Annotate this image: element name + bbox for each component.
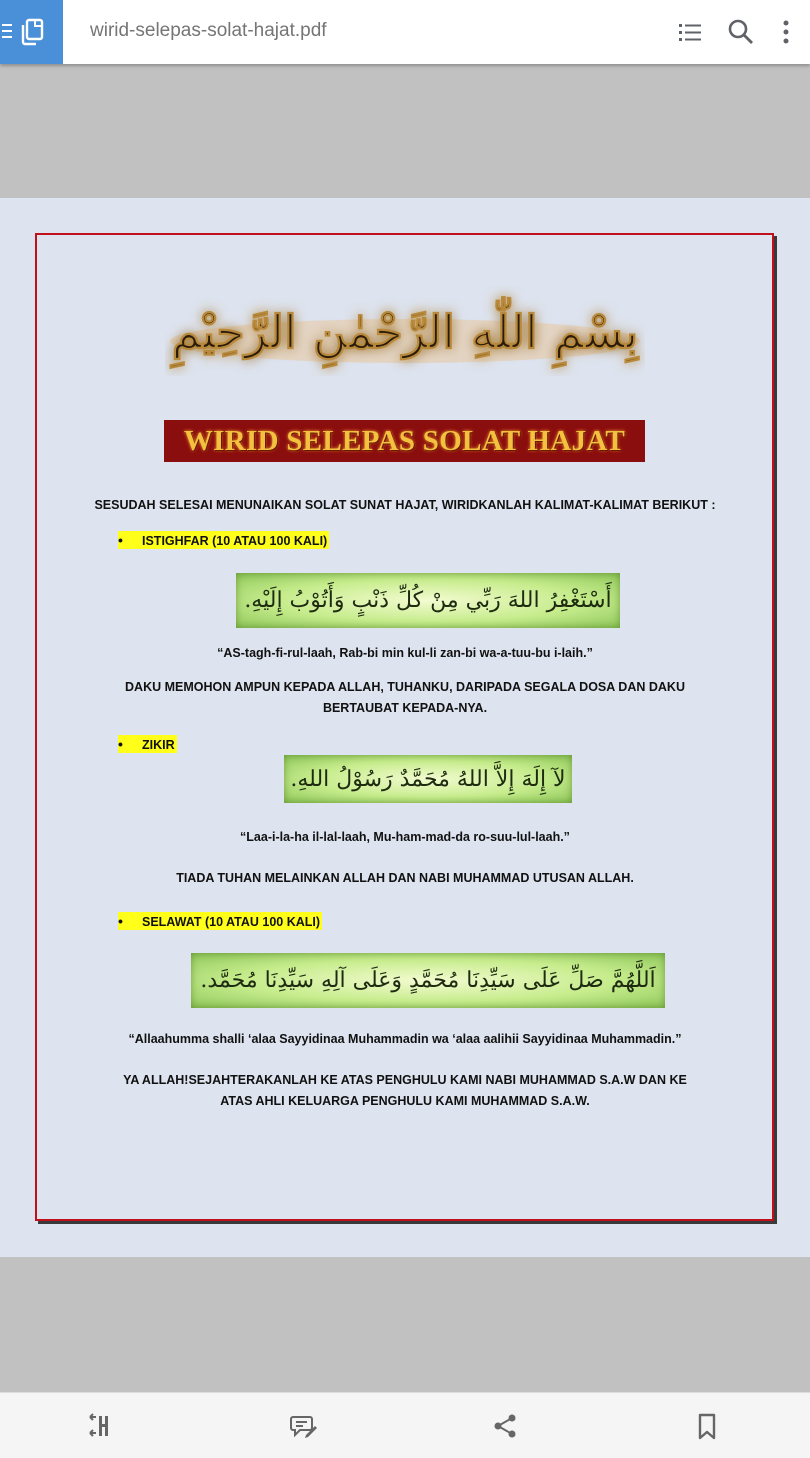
transliteration-zikir: “Laa-i-la-ha il-lal-laah, Mu-ham-mad-da ro-suu-lul-laah.” <box>240 830 570 844</box>
document-title-text: WIRID SELEPAS SOLAT HAJAT <box>183 424 626 457</box>
document-switcher-button[interactable] <box>0 0 63 64</box>
intro-text: SESUDAH SELESAI MENUNAIKAN SOLAT SUNAT HAJAT, WIRIDKANLAH KALIMAT-KALIMAT BERIKUT : <box>94 498 716 512</box>
outline-list-icon[interactable] <box>674 16 706 48</box>
section-heading-zikir: • ZIKIR <box>118 735 177 753</box>
document-title <box>164 420 645 462</box>
arabic-selawat: اَللَّهُمَّ صَلِّ عَلَى سَيِّدِنَا مُحَمَّدٍ وَعَلَى آلِهِ سَيِّدِنَا مُحَمَّد. <box>191 953 665 1008</box>
meaning-selawat-line2: ATAS AHLI KELUARGA PENGHULU KAMI MUHAMMAD S.A.W. <box>220 1094 590 1108</box>
arabic-istighfar: أَسْتَغْفِرُ اللهَ رَبِّي مِنْ كُلِّ ذَنْبٍ وَأَتُوْبُ إِلَيْهِ. <box>236 573 620 628</box>
more-vertical-icon[interactable] <box>770 16 802 48</box>
arabic-zikir: لآ إِلَهَ إِلاَّ اللهُ مُحَمَّدٌ رَسُوْلُ اللهِ. <box>284 755 572 803</box>
transliteration-selawat: “Allaahumma shalli ‘alaa Sayyidinaa Muhammadin wa ‘alaa aalihii Sayyidinaa Muhammadin.” <box>128 1032 682 1046</box>
top-toolbar <box>0 0 810 64</box>
menu-lines-icon <box>2 24 12 38</box>
meaning-zikir-line1: TIADA TUHAN MELAINKAN ALLAH DAN NABI MUHAMMAD UTUSAN ALLAH. <box>176 871 634 885</box>
pdf-page <box>0 198 810 1257</box>
meaning-istighfar-line2: BERTAUBAT KEPADA-NYA. <box>322 701 488 715</box>
meaning-istighfar-line1: DAKU MEMOHON AMPUN KEPADA ALLAH, TUHANKU, DARIPADA SEGALA DOSA DAN DAKU <box>125 680 685 694</box>
section-heading-istighfar: • ISTIGHFAR (10 ATAU 100 KALI) <box>118 531 329 549</box>
svg-text:بِسْمِ اللّٰهِ الرَّحْمٰنِ الر: بِسْمِ اللّٰهِ الرَّحْمٰنِ الرَّحِيْمِ <box>171 305 639 359</box>
bismillah-calligraphy <box>165 286 645 376</box>
file-name: wirid-selepas-solat-hajat.pdf <box>90 20 327 41</box>
bookmark-icon[interactable] <box>692 1411 722 1441</box>
document-copy-icon <box>19 18 45 46</box>
reading-mode-icon[interactable] <box>86 1411 116 1441</box>
share-icon[interactable] <box>490 1411 520 1441</box>
transliteration-istighfar: “AS-tagh-fi-rul-laah, Rab-bi min kul-li zan-bi wa-a-tuu-bu i-laih.” <box>217 646 593 660</box>
bottom-action-bar <box>0 1392 810 1458</box>
meaning-selawat-line1: YA ALLAH!SEJAHTERAKANLAH KE ATAS PENGHULU KAMI NABI MUHAMMAD S.A.W DAN KE <box>123 1073 687 1087</box>
comment-icon[interactable] <box>288 1411 318 1441</box>
search-icon[interactable] <box>725 16 757 48</box>
section-heading-selawat: • SELAWAT (10 ATAU 100 KALI) <box>118 912 322 930</box>
